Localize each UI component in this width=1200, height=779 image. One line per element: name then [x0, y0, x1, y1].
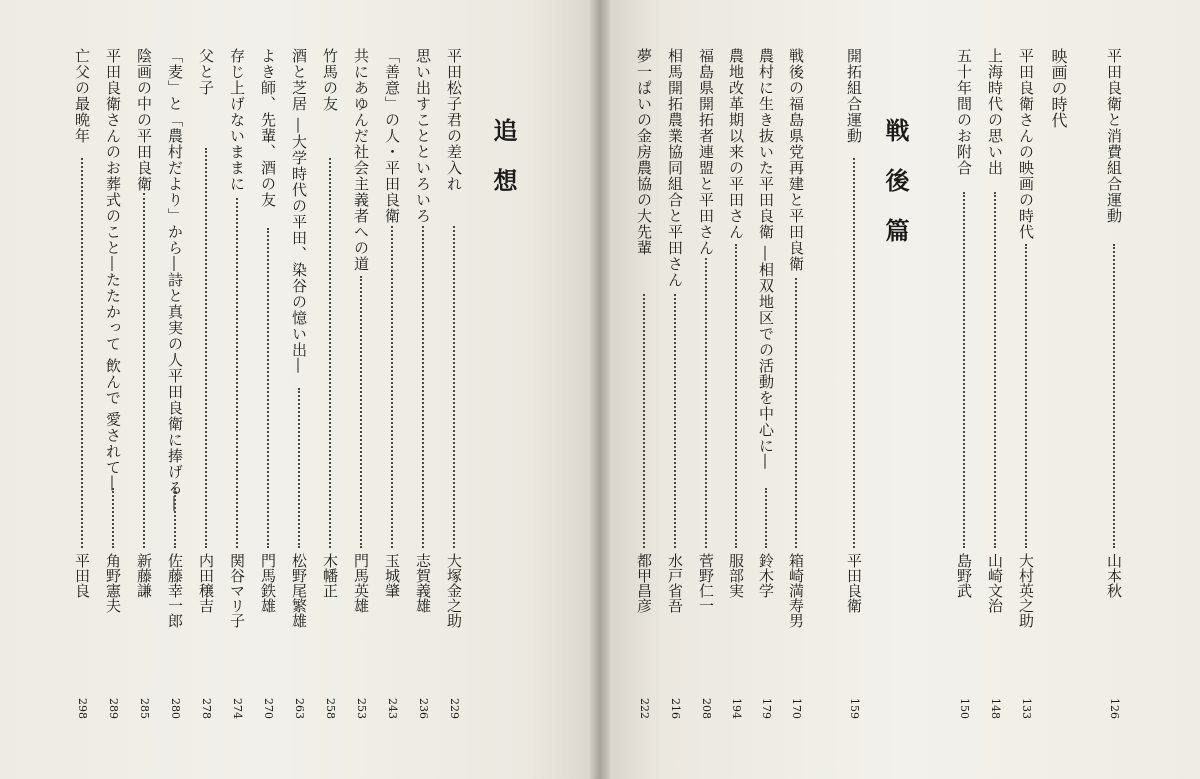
- leader-dots: [735, 244, 763, 548]
- toc-entry-author: 菅野仁一: [697, 553, 715, 613]
- toc-entry-author: 角野憲夫: [104, 553, 122, 613]
- section-heading: 戦後篇: [881, 118, 910, 268]
- toc-entry-author: 木幡正: [321, 553, 339, 598]
- toc-entry-author: 志賀義雄: [414, 553, 432, 613]
- leader-dots: [765, 488, 793, 548]
- leader-dots: [298, 388, 326, 548]
- toc-entry-page-number: 222: [638, 698, 651, 719]
- toc-entry-author: 山崎文治: [986, 553, 1004, 613]
- toc-entry-author: 門馬鉄雄: [259, 553, 277, 613]
- leader-dots: [267, 228, 295, 548]
- leader-dots: [705, 258, 733, 548]
- toc-entry-page-number: 280: [169, 698, 182, 719]
- leader-dots: [143, 193, 171, 548]
- leader-dots: [174, 488, 202, 548]
- toc-entry-author: 箱崎満寿男: [787, 553, 805, 628]
- toc-entry-page-number: 243: [386, 698, 399, 719]
- toc-entry-title: 思い出すことといろいろ: [414, 48, 432, 224]
- toc-entry-title: 陰画の中の平田良衛: [135, 48, 153, 192]
- toc-entry-title: 平田良衛さんの映画の時代: [1017, 48, 1035, 240]
- toc-entry-page-number: 148: [989, 698, 1002, 719]
- toc-entry-author: 島野武: [955, 553, 973, 598]
- toc-entry-title: 竹馬の友: [321, 48, 339, 112]
- toc-entry: [782, 48, 810, 738]
- toc-entry-title: 酒と芝居 ―大学時代の平田、染谷の憶い出―: [290, 48, 308, 374]
- toc-entry-author: 平田良衛: [845, 553, 863, 613]
- toc-entry-page-number: 159: [848, 698, 861, 719]
- toc-entry-author: 平田良: [73, 553, 91, 598]
- toc-entry-author: 山本秋: [1105, 553, 1123, 598]
- toc-entry-title: 平田松子君の差入れ: [445, 48, 463, 192]
- toc-entry-author: 松野尾繁雄: [290, 553, 308, 628]
- toc-entry-title: 開拓組合運動: [845, 48, 863, 144]
- toc-entry-author: 鈴木学: [757, 553, 775, 598]
- leader-dots: [853, 158, 881, 548]
- toc-entry-title: 農地改革期以来の平田さん: [727, 48, 745, 240]
- toc-entry-title: 亡父の最晩年: [73, 48, 91, 144]
- book-gutter: [590, 0, 610, 779]
- toc-entry-author: 玉城肇: [383, 553, 401, 598]
- toc-entry-page-number: 278: [200, 698, 213, 719]
- toc-entry-page-number: 285: [138, 698, 151, 719]
- leader-dots: [643, 294, 671, 548]
- toc-entry-page-number: 133: [1020, 698, 1033, 719]
- leader-dots: [112, 488, 140, 548]
- leader-dots: [994, 192, 1022, 548]
- toc-entry-page-number: 170: [790, 698, 803, 719]
- toc-entry-title: 上海時代の思い出: [986, 48, 1004, 176]
- toc-entry: [950, 48, 978, 738]
- leader-dots: [795, 278, 823, 548]
- leader-dots: [81, 158, 109, 548]
- toc-entry-title: よき師、先輩、酒の友: [259, 48, 277, 208]
- leader-dots: [422, 226, 450, 548]
- leader-dots: [1113, 244, 1141, 548]
- toc-entry-page-number: 263: [293, 698, 306, 719]
- left-page: [0, 0, 598, 779]
- toc-entry-title: 五十年間のお附合: [955, 48, 973, 176]
- toc-entry-page-number: 208: [700, 698, 713, 719]
- toc-entry-author: 門馬英雄: [352, 553, 370, 613]
- leader-dots: [236, 198, 264, 548]
- toc-entry-author: 大村英之助: [1017, 553, 1035, 628]
- toc-entry-title: 平田良衛さんのお葬式のこと―たたかって 飲んで 愛されて―: [104, 48, 122, 492]
- toc-entry-page-number: 253: [355, 698, 368, 719]
- toc-entry-page-number: 289: [107, 698, 120, 719]
- toc-entry-page-number: 236: [417, 698, 430, 719]
- toc-entry-page-number: 216: [669, 698, 682, 719]
- toc-entry-page-number: 229: [448, 698, 461, 719]
- right-page: [602, 0, 1200, 779]
- toc-entry: [192, 48, 220, 738]
- toc-entry-page-number: 179: [760, 698, 773, 719]
- toc-entry-title: 相馬開拓農業協同組合と平田さん: [666, 48, 684, 288]
- leader-dots: [329, 158, 357, 548]
- toc-entry: [130, 48, 158, 738]
- leader-dots: [453, 226, 481, 548]
- toc-entry-author: 都甲昌彦: [635, 553, 653, 613]
- leader-dots: [674, 294, 702, 548]
- toc-entry-page-number: 274: [231, 698, 244, 719]
- toc-entry-title: 戦後の福島県党再建と平田良衛: [787, 48, 805, 272]
- toc-entry: [840, 48, 868, 738]
- toc-entry-author: 内田穣吉: [197, 553, 215, 613]
- toc-entry-title: 「善意」の人・平田良衛: [383, 48, 401, 224]
- toc-entry-page-number: 298: [76, 698, 89, 719]
- leader-dots: [1025, 244, 1053, 548]
- toc-entry-title: 共にあゆんだ社会主義者への道: [352, 48, 370, 272]
- toc-entry-author: 水戸省吾: [666, 553, 684, 613]
- toc-entry-page-number: 150: [958, 698, 971, 719]
- toc-entry: [68, 48, 96, 738]
- toc-entry-title: 福島県開拓者連盟と平田さん: [697, 48, 715, 256]
- toc-entry-author: 関谷マリ子: [228, 553, 246, 628]
- toc-entry-title: 平田良衛と消費組合運動: [1105, 48, 1123, 224]
- toc-entry-author: 新藤謙: [135, 553, 153, 598]
- toc-entry-title: 夢一ぱいの金房農協の大先輩: [635, 48, 653, 256]
- sub-section-label: 映画の時代: [1049, 48, 1068, 128]
- toc-entry-title: 存じ上げないままに: [228, 48, 246, 192]
- toc-entry-page-number: 126: [1108, 698, 1121, 719]
- toc-entry-title: 父と子: [197, 48, 215, 96]
- toc-entry-page-number: 194: [730, 698, 743, 719]
- toc-entry-title: 「麦」と「農村だより」から―詩と真実の人平田良衛に捧げる―: [166, 48, 184, 512]
- toc-entry-author: 佐藤幸一郎: [166, 553, 184, 628]
- toc-entry-page-number: 270: [262, 698, 275, 719]
- toc-entry-page-number: 258: [324, 698, 337, 719]
- toc-entry-title: 農村に生き抜いた平田良衛 ―相双地区での活動を中心に―: [757, 48, 775, 470]
- toc-entry-author: 服部実: [727, 553, 745, 598]
- section-heading: 追想: [489, 118, 518, 218]
- toc-entry: [1100, 48, 1128, 738]
- toc-entry-author: 大塚金之助: [445, 553, 463, 628]
- leader-dots: [391, 226, 419, 548]
- leader-dots: [360, 276, 388, 548]
- toc-entry: [630, 48, 658, 738]
- leader-dots: [963, 192, 991, 548]
- leader-dots: [205, 148, 233, 548]
